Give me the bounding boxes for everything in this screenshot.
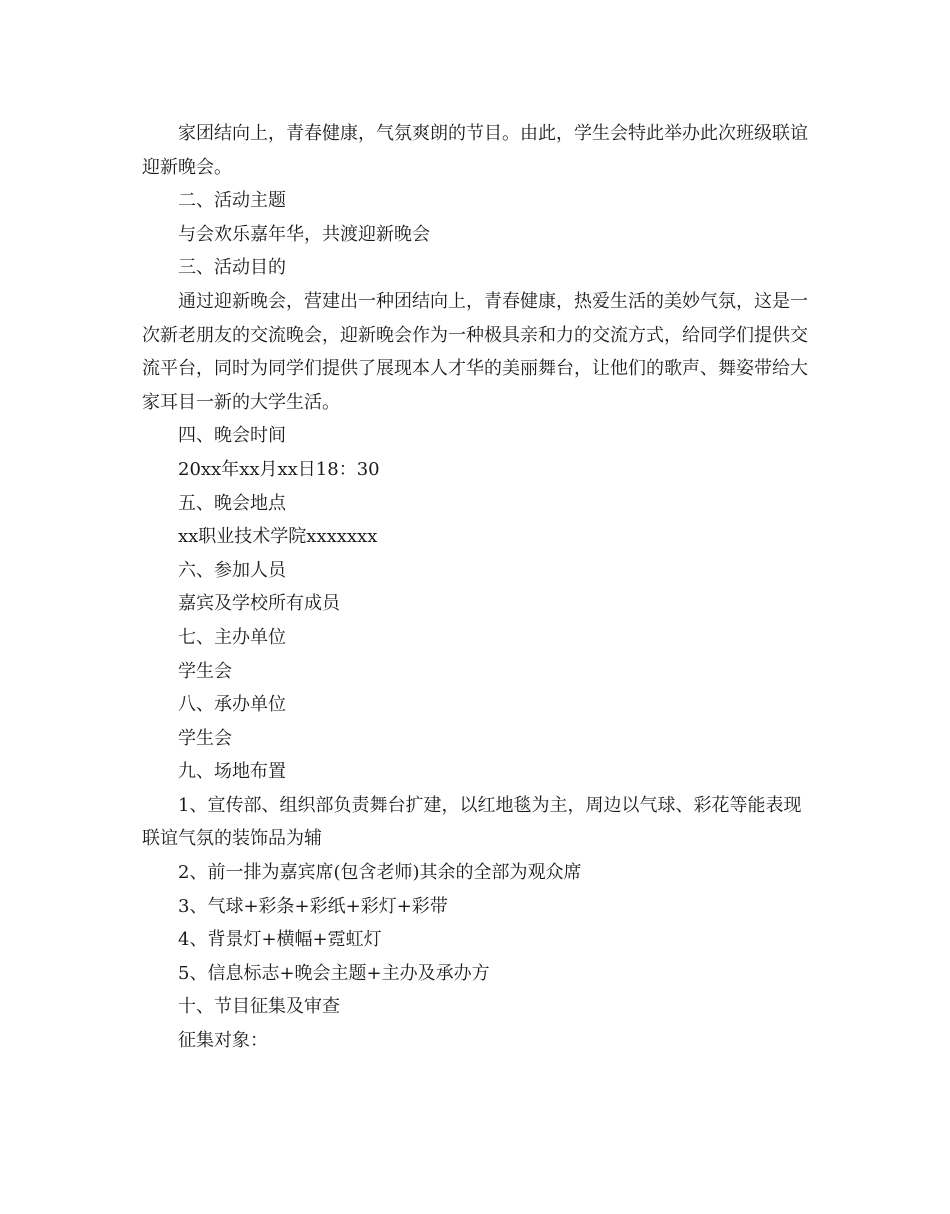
list-item-venue-4: 4、背景灯+横幅+霓虹灯 [178,929,382,951]
heading-activity-theme: 二、活动主题 [178,190,286,212]
list-item-venue-5: 5、信息标志+晚会主题+主办及承办方 [178,962,490,984]
heading-co-organizer: 八、承办单位 [178,694,286,716]
paragraph-co-organizer: 学生会 [178,727,232,749]
paragraph-organizer: 学生会 [178,660,232,682]
paragraph-activity-purpose: 通过迎新晚会，营建出一种团结向上，青春健康，热爱生活的美妙气氛，这是一次新老朋友的交流晚会，迎新晚会作为一种极具亲和力的交流方式，给同学们提供交流平台，同时为同学们提供了展现本人才华的美丽舞台，让他们的歌声、舞姿带给大家耳目一新的大学生活。 [142,290,808,413]
paragraph-party-location: xx职业技术学院xxxxxxx [178,526,378,548]
paragraph-collection-target: 征集对象： [178,1030,268,1052]
document-body [142,117,812,1058]
paragraph-party-time: 20xx年xx月xx日18：30 [178,458,380,480]
paragraph-activity-theme: 与会欢乐嘉年华，共渡迎新晚会 [178,223,430,245]
paragraph-participants: 嘉宾及学校所有成员 [178,593,340,615]
list-item-venue-2: 2、前一排为嘉宾席(包含老师)其余的全部为观众席 [178,862,582,884]
heading-participants: 六、参加人员 [178,559,286,581]
heading-party-time: 四、晚会时间 [178,425,286,447]
heading-venue-setup: 九、场地布置 [178,761,286,783]
heading-organizer: 七、主办单位 [178,626,286,648]
heading-activity-purpose: 三、活动目的 [178,257,286,279]
heading-program-collection: 十、节目征集及审查 [178,996,340,1018]
list-item-venue-3: 3、气球+彩条+彩纸+彩灯+彩带 [178,895,448,917]
paragraph-intro-continuation: 家团结向上，青春健康，气氛爽朗的节目。由此，学生会特此举办此次班级联谊迎新晚会。 [142,123,808,178]
list-item-venue-1: 1、宣传部、组织部负责舞台扩建，以红地毯为主，周边以气球、彩花等能表现联谊气氛的装饰品为辅 [142,794,802,850]
heading-party-location: 五、晚会地点 [178,492,286,514]
